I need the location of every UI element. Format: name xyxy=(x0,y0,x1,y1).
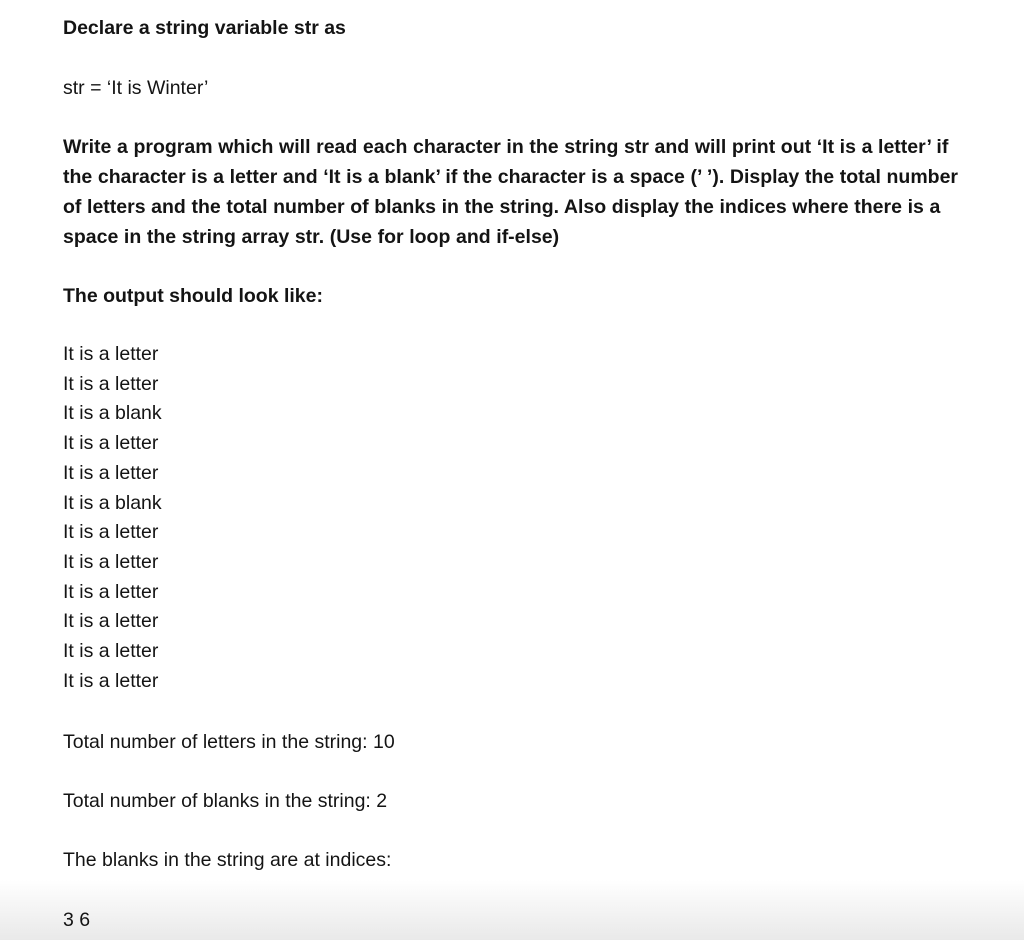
heading: Declare a string variable str as xyxy=(63,17,346,39)
instructions-paragraph: Write a program which will read each character in the string str and will print out ‘It is a letter’ if the character is a letter and ‘It is a blank’ if the character is a space (’ ’). Display the total number of letters and the total number of blanks in the string. Also display the indices where there is a space in the string array str. (Use for loop and if-else) xyxy=(63,136,959,248)
output-line: It is a letter xyxy=(63,432,159,455)
string-declaration: str = ‘It is Winter’ xyxy=(63,77,209,99)
output-line: It is a blank xyxy=(63,491,162,514)
output-line: It is a letter xyxy=(63,669,159,692)
output-line: It is a letter xyxy=(63,550,159,573)
output-line: It is a letter xyxy=(63,580,159,603)
indices-label: The blanks in the string are at indices: xyxy=(63,849,392,871)
indices-value: 3 6 xyxy=(63,909,91,931)
output-line: It is a letter xyxy=(63,343,159,365)
output-line: It is a letter xyxy=(63,461,159,484)
total-blanks-line: Total number of blanks in the string: 2 xyxy=(63,790,388,812)
output-line: It is a letter xyxy=(63,610,159,633)
total-letters-line: Total number of letters in the string: 10 xyxy=(63,731,395,753)
output-list xyxy=(63,340,162,696)
output-heading: The output should look like: xyxy=(63,285,323,307)
output-line: It is a blank xyxy=(63,402,162,425)
output-line: It is a letter xyxy=(63,521,159,544)
output-line: It is a letter xyxy=(63,372,159,395)
output-line: It is a letter xyxy=(63,640,159,663)
